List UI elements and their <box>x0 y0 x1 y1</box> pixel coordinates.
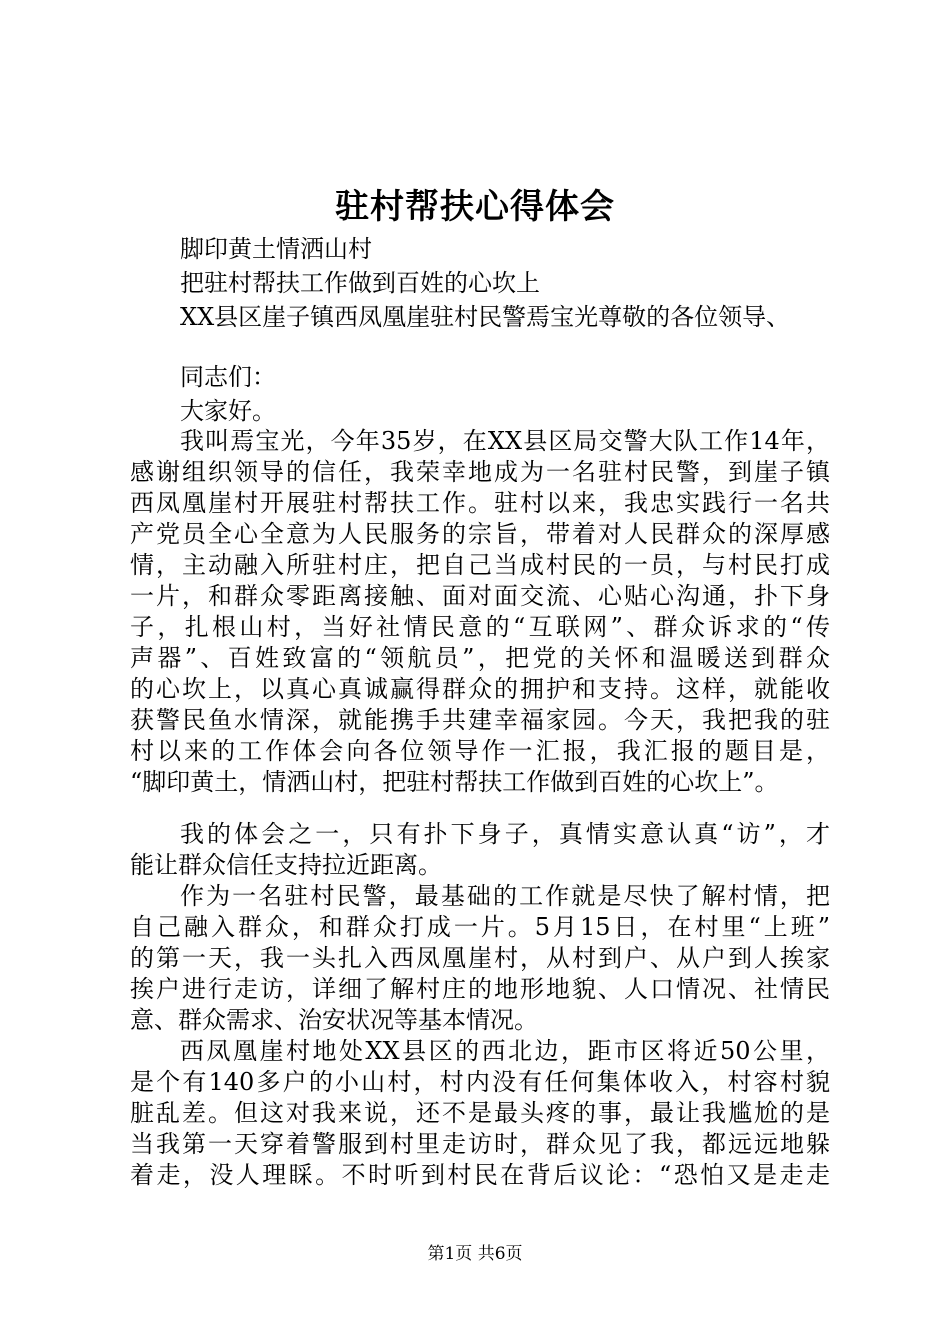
page-number-footer: 第1页 共6页 <box>427 1244 523 1264</box>
body-line: 的心坎上，以真心真诚赢得群众的拥护和支持。这样，就能收 <box>130 675 830 703</box>
body-line: 自己融入群众，和群众打成一片。5月15日，在村里“上班” <box>130 913 830 941</box>
body-line: 意、群众需求、治安状况等基本情况。 <box>130 1006 538 1034</box>
subtitle-line-2: 把驻村帮扶工作做到百姓的心坎上 <box>180 269 540 297</box>
body-line: 获警民鱼水情深，就能携手共建幸福家园。今天，我把我的驻 <box>130 706 830 734</box>
body-line: 挨户进行走访，详细了解村庄的地形地貌、人口情况、社情民 <box>130 975 830 1003</box>
subtitle-line-1: 脚印黄土情洒山村 <box>180 235 372 263</box>
body-line: 情，主动融入所驻村庄，把自己当成村民的一员，与村民打成 <box>130 551 830 579</box>
body-line: 的第一天，我一头扎入西凤凰崖村，从村到户、从户到人挨家 <box>130 944 830 972</box>
body-line: 村以来的工作体会向各位领导作一汇报，我汇报的题目是， <box>130 737 830 765</box>
body-line: 产党员全心全意为人民服务的宗旨，带着对人民群众的深厚感 <box>130 520 830 548</box>
body-line: 我叫焉宝光，今年35岁，在XX县区局交警大队工作14年， <box>180 427 830 455</box>
salutation-line: 同志们： <box>180 363 276 391</box>
section-heading-line: 我的体会之一，只有扑下身子，真情实意认真“访”，才 <box>180 820 830 848</box>
body-line: 是个有140多户的小山村，村内没有任何集体收入，村容村貌 <box>130 1068 830 1096</box>
body-line: 着走，没人理睬。不时听到村民在背后议论：“恐怕又是走走 <box>130 1161 830 1189</box>
section-heading-line: 能让群众信任支持拉近距离。 <box>130 851 442 879</box>
body-line: 一片，和群众零距离接触、面对面交流、心贴心沟通，扑下身 <box>130 582 830 610</box>
greeting-line: 大家好。 <box>180 397 276 425</box>
body-line: 作为一名驻村民警，最基础的工作就是尽快了解村情，把 <box>180 882 830 910</box>
body-line: 脏乱差。但这对我来说，还不是最头疼的事，最让我尴尬的是 <box>130 1099 830 1127</box>
body-line: 西凤凰崖村地处XX县区的西北边，距市区将近50公里， <box>180 1037 830 1065</box>
body-line: 当我第一天穿着警服到村里走访时，群众见了我，都远远地躲 <box>130 1130 830 1158</box>
body-line: 子，扎根山村，当好社情民意的“互联网”、群众诉求的“传 <box>130 613 830 641</box>
body-line: 感谢组织领导的信任，我荣幸地成为一名驻村民警，到崖子镇 <box>130 458 830 486</box>
body-line: 声器”、百姓致富的“领航员”，把党的关怀和温暖送到群众 <box>130 644 830 672</box>
document-title: 驻村帮扶心得体会 <box>335 187 615 227</box>
body-line: “脚印黄土，情洒山村，把驻村帮扶工作做到百姓的心坎上”。 <box>130 768 779 796</box>
author-line: XX县区崖子镇西凤凰崖驻村民警焉宝光尊敬的各位领导、 <box>180 303 791 331</box>
body-line: 西凤凰崖村开展驻村帮扶工作。驻村以来，我忠实践行一名共 <box>130 489 830 517</box>
